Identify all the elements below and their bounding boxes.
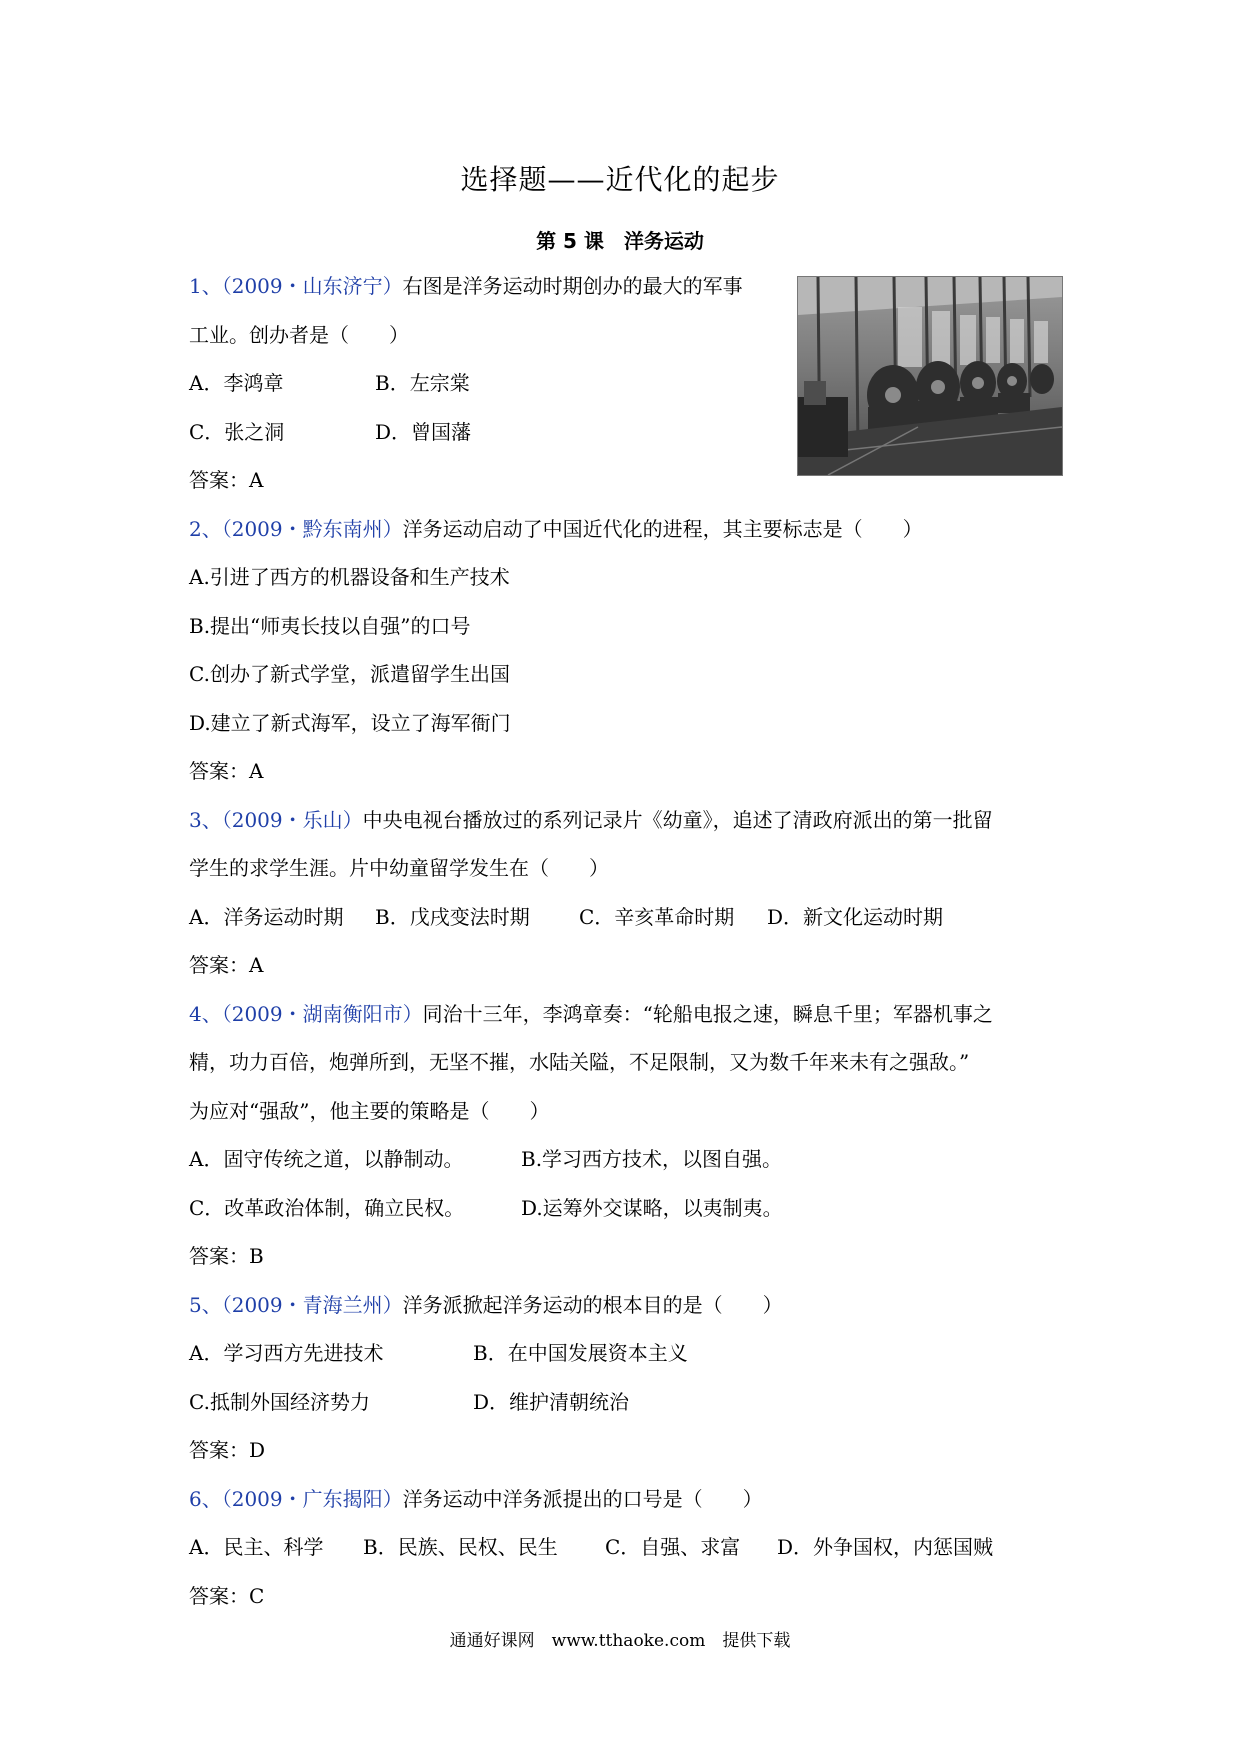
question-2-option-c: C.创办了新式学堂，派遣留学生出国 (189, 662, 510, 686)
option-d: D．新文化运动时期 (767, 904, 944, 929)
question-4-options-row-2 (189, 1184, 1069, 1233)
question-4-line-1 (189, 990, 1069, 1039)
question-3-options (189, 893, 1069, 942)
option-c: C．张之洞 (189, 419, 285, 444)
option-d: D．曾国藩 (375, 419, 472, 444)
question-2-line-1 (189, 505, 1069, 554)
question-number: 6、 (189, 1486, 222, 1511)
question-4-line-2 (189, 1038, 1069, 1087)
question-stem: 洋务派掀起洋务运动的根本目的是（ ） (402, 1292, 783, 1317)
option-c: C．辛亥革命时期 (579, 904, 735, 929)
question-stem: 学生的求学生涯。片中幼童留学发生在（ ） (189, 856, 609, 880)
option-a: A．固守传统之道，以静制动。 (189, 1147, 464, 1171)
question-5-line-1 (189, 1281, 1069, 1330)
question-6-line-1 (189, 1475, 1069, 1524)
question-number: 4、 (189, 1001, 222, 1026)
question-4-answer: 答案：B (189, 1244, 264, 1268)
option-d: D．维护清朝统治 (473, 1389, 630, 1414)
question-4-line-3 (189, 1087, 1069, 1136)
question-source: （2009・黔东南州） (221, 516, 403, 541)
question-stem: 工业。创办者是（ ） (189, 322, 409, 347)
option-b: B.学习西方技术，以图自强。 (521, 1147, 783, 1171)
question-3-answer: 答案：A (189, 953, 264, 977)
option-b: B．左宗棠 (375, 371, 470, 395)
option-d: D.运筹外交谋略，以夷制夷。 (521, 1195, 783, 1220)
question-source: （2009・湖南衡阳市） (221, 1001, 423, 1026)
question-5-answer: 答案：D (189, 1438, 266, 1462)
question-1-answer: 答案：A (189, 468, 264, 492)
question-5-options-row-1 (189, 1329, 1069, 1378)
question-1-options-row-1 (189, 359, 1069, 408)
question-stem: 同治十三年，李鸿章奏：“轮船电报之速，瞬息千里；军器机事之 (422, 1001, 993, 1026)
page-footer: 通通好课网 www.tthaoke.com 提供下载 (449, 1631, 791, 1651)
question-number: 1、 (189, 274, 222, 298)
question-stem: 洋务运动中洋务派提出的口号是（ ） (402, 1486, 763, 1511)
page-title: 选择题——近代化的起步 (460, 163, 780, 196)
question-3-line-2 (189, 844, 1069, 893)
question-number: 5、 (189, 1292, 222, 1317)
question-3-line-1 (189, 796, 1069, 845)
question-1-line-2 (189, 311, 1069, 360)
question-1-line-1 (189, 262, 1069, 311)
question-stem: 洋务运动启动了中国近代化的进程，其主要标志是（ ） (402, 516, 923, 541)
option-a: A．学习西方先进技术 (189, 1341, 384, 1365)
question-1-options-row-2 (189, 408, 1069, 457)
option-b: B．戊戌变法时期 (375, 904, 530, 929)
question-stem: 为应对“强敌”，他主要的策略是（ ） (189, 1098, 550, 1123)
question-6-options (189, 1523, 1069, 1572)
question-stem: 精，功力百倍，炮弹所到，无坚不摧，水陆关隘，不足限制，又为数千年来未有之强敌。” (189, 1050, 970, 1074)
question-2-option-a: A.引进了西方的机器设备和生产技术 (189, 565, 510, 589)
option-a: A．李鸿章 (189, 371, 284, 395)
question-4-options-row-1 (189, 1135, 1069, 1184)
question-2-option-d: D.建立了新式海军，设立了海军衙门 (189, 710, 511, 735)
question-2-option-b: B.提出“师夷长技以自强”的口号 (189, 613, 471, 638)
option-c: C.抵制外国经济势力 (189, 1389, 370, 1414)
option-a: A．洋务运动时期 (189, 904, 344, 929)
option-b: B．在中国发展资本主义 (473, 1341, 688, 1365)
option-d: D．外争国权，内惩国贼 (777, 1535, 994, 1559)
option-c: C．自强、求富 (605, 1535, 741, 1559)
question-number: 2、 (189, 516, 222, 541)
question-stem: 右图是洋务运动时期创办的最大的军事 (402, 274, 743, 298)
question-source: （2009・青海兰州） (221, 1292, 403, 1317)
question-6-answer: 答案：C (189, 1583, 265, 1608)
question-source: （2009・广东揭阳） (221, 1486, 403, 1511)
option-a: A．民主、科学 (189, 1535, 324, 1559)
question-source: （2009・乐山） (221, 807, 363, 832)
question-source: （2009・山东济宁） (221, 274, 403, 298)
question-5-options-row-2 (189, 1378, 1069, 1427)
option-b: B．民族、民权、民生 (363, 1535, 558, 1559)
option-c: C．改革政治体制，确立民权。 (189, 1195, 465, 1220)
question-stem: 中央电视台播放过的系列记录片《幼童》，追述了清政府派出的第一批留 (362, 807, 993, 832)
question-number: 3、 (189, 807, 222, 832)
question-2-answer: 答案：A (189, 759, 264, 783)
lesson-heading: 第 5 课 洋务运动 (536, 229, 704, 253)
question-list (189, 262, 1069, 1620)
